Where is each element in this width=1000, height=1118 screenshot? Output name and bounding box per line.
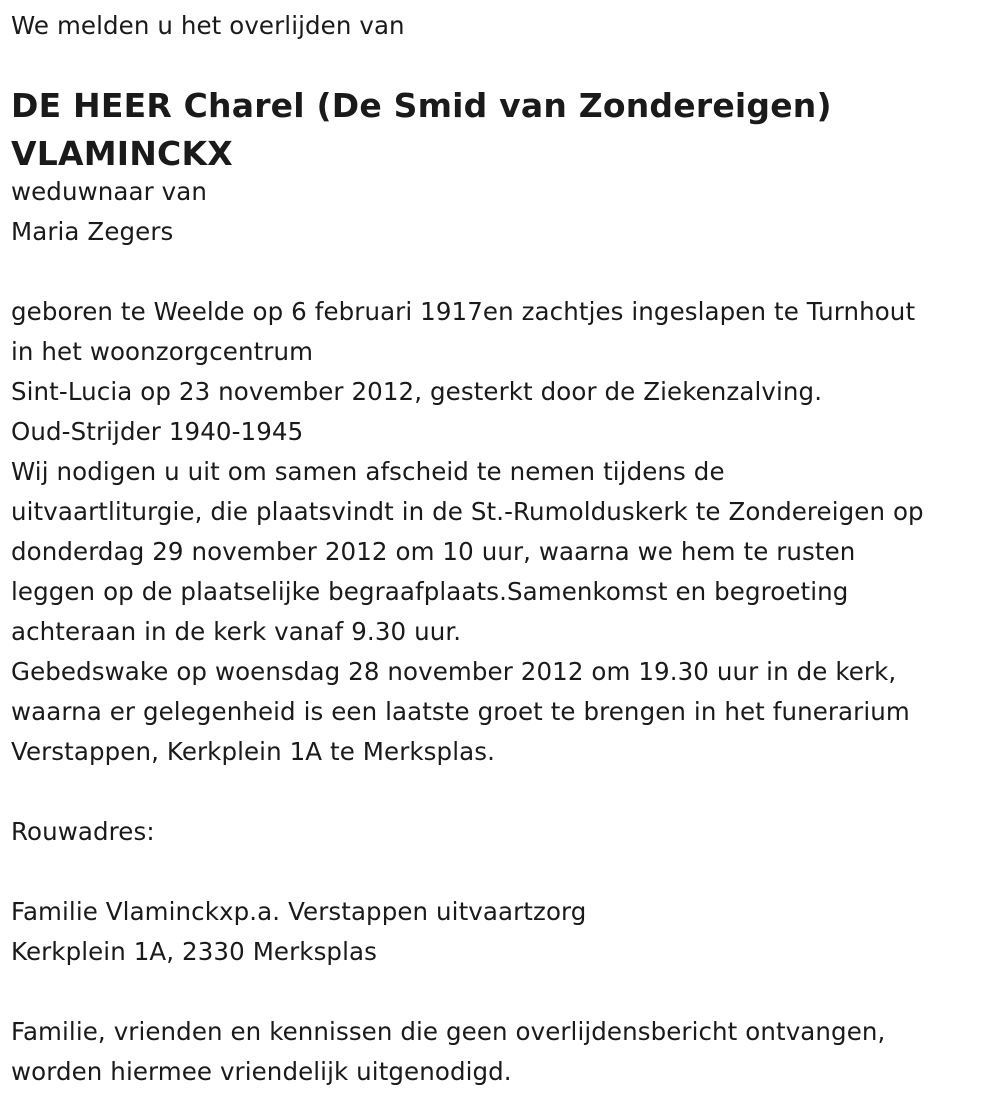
spacer (11, 772, 985, 812)
deceased-name-line-1: DE HEER Charel (De Smid van Zondereigen) (11, 86, 832, 125)
address-line: Familie Vlaminckxp.a. Verstappen uitvaartzorg (11, 897, 587, 926)
body-line: uitvaartliturgie, die plaatsvindt in de St.-Rumolduskerk te Zondereigen op (11, 497, 924, 526)
spacer (11, 972, 985, 1012)
notice-body (11, 292, 985, 772)
body-line: waarna er gelegenheid is een laatste groet te brengen in het funerarium (11, 697, 910, 726)
relation-label: weduwnaar van (11, 177, 207, 206)
body-line: in het woonzorgcentrum (11, 337, 314, 366)
body-line: Sint-Lucia op 23 november 2012, gesterkt door de Ziekenzalving. (11, 377, 823, 406)
body-line: leggen op de plaatselijke begraafplaats.Samenkomst en begroeting (11, 577, 849, 606)
deceased-name (11, 82, 985, 178)
closing-line: Familie, vrienden en kennissen die geen overlijdensbericht ontvangen, (11, 1017, 886, 1046)
spacer (11, 252, 985, 292)
body-line: Gebedswake op woensdag 28 november 2012 om 19.30 uur in de kerk, (11, 657, 897, 686)
deceased-name-line-2: VLAMINCKX (11, 134, 233, 173)
intro-text: We melden u het overlijden van (11, 11, 405, 40)
spouse-name: Maria Zegers (11, 217, 174, 246)
body-line: donderdag 29 november 2012 om 10 uur, waarna we hem te rusten (11, 537, 856, 566)
body-line: geboren te Weelde op 6 februari 1917en zachtjes ingeslapen te Turnhout (11, 297, 916, 326)
body-line: achteraan in de kerk vanaf 9.30 uur. (11, 617, 462, 646)
mourning-address (11, 892, 985, 972)
body-line: Oud-Strijder 1940-1945 (11, 417, 304, 446)
body-line: Wij nodigen u uit om samen afscheid te nemen tijdens de (11, 457, 725, 486)
spacer (11, 852, 985, 892)
closing-text (11, 1012, 985, 1092)
address-label: Rouwadres: (11, 817, 155, 846)
closing-line: worden hiermee vriendelijk uitgenodigd. (11, 1057, 512, 1086)
body-line: Verstappen, Kerkplein 1A te Merksplas. (11, 737, 495, 766)
address-line: Kerkplein 1A, 2330 Merksplas (11, 937, 377, 966)
